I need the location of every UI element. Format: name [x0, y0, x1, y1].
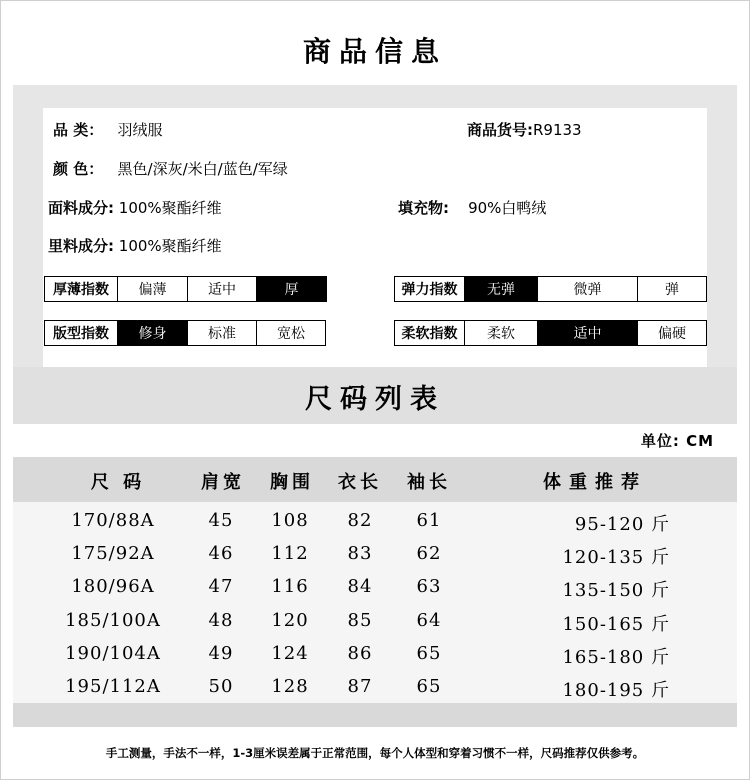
unit-label: 单位: CM: [640, 432, 714, 450]
softness-option-selected: 适中: [538, 321, 638, 345]
cell-length: 84: [347, 576, 373, 598]
header-sleeve: 袖长: [407, 472, 451, 493]
cell-weight: 165-180 斤: [562, 646, 670, 668]
cell-sleeve: 62: [416, 543, 442, 565]
fit-index: [44, 320, 326, 346]
cell-shoulder: 47: [208, 576, 234, 598]
sku-value: R9133: [533, 121, 582, 139]
thickness-option-selected: 厚: [257, 277, 326, 301]
softness-index: [394, 320, 707, 346]
cell-chest: 120: [271, 609, 309, 631]
cell-shoulder: 48: [208, 609, 234, 631]
cell-shoulder: 50: [208, 676, 234, 697]
header-size: 尺 码: [90, 472, 146, 493]
elasticity-option-selected: 无弹: [465, 277, 538, 301]
measurement-note: 手工测量，手法不一样，1-3厘米误差属于正常范围，每个人体型和穿着习惯不一样，尺码推荐仅供参考。: [105, 746, 645, 760]
cell-sleeve: 61: [416, 510, 442, 531]
softness-option: 柔软: [465, 321, 538, 345]
cell-size: 180/96A: [71, 576, 155, 598]
cell-size: 195/112A: [65, 676, 161, 697]
cell-length: 86: [347, 642, 373, 664]
header-shoulder: 肩宽: [201, 472, 245, 493]
cell-sleeve: 65: [416, 676, 442, 697]
cell-chest: 124: [271, 642, 309, 664]
cell-length: 87: [347, 676, 373, 697]
filling-row: [398, 197, 546, 218]
sku-label: 商品货号:: [467, 121, 533, 139]
sku-row: [467, 119, 582, 140]
cell-chest: 116: [271, 576, 309, 598]
cell-length: 82: [347, 510, 373, 531]
header-chest: 胸围: [270, 472, 314, 493]
cell-chest: 112: [271, 543, 309, 565]
cell-chest: 128: [271, 676, 309, 697]
cell-sleeve: 63: [416, 576, 442, 598]
cell-weight: 120-135 斤: [562, 547, 670, 569]
elasticity-option: 微弹: [538, 277, 638, 301]
elasticity-index: [394, 276, 707, 302]
cell-shoulder: 49: [208, 642, 234, 664]
lining-label: 里料成分:: [48, 237, 114, 255]
filling-value: 90%白鸭绒: [468, 199, 547, 217]
cell-size: 170/88A: [71, 510, 155, 531]
thickness-index-label: 厚薄指数: [45, 277, 118, 301]
softness-option: 偏硬: [658, 326, 686, 342]
elasticity-index-label: 弹力指数: [395, 277, 465, 301]
fit-option: 宽松: [277, 326, 305, 342]
category-value: 羽绒服: [117, 121, 163, 139]
fit-option: 标准: [188, 321, 257, 345]
cell-shoulder: 46: [208, 543, 234, 565]
thickness-option: 适中: [188, 277, 257, 301]
size-chart-title: 尺码列表: [305, 384, 445, 415]
color-row: [53, 158, 288, 179]
cell-size: 190/104A: [65, 642, 161, 664]
cell-length: 85: [347, 609, 373, 631]
cell-weight: 135-150 斤: [562, 580, 670, 602]
header-length: 衣长: [338, 472, 382, 493]
category-label: 品 类：: [53, 121, 104, 139]
color-label: 颜 色：: [53, 160, 104, 178]
elasticity-option: 弹: [665, 282, 679, 298]
cell-weight: 150-165 斤: [562, 613, 670, 635]
fabric-row: [48, 197, 222, 218]
thickness-index: [44, 276, 327, 302]
softness-index-label: 柔软指数: [395, 321, 465, 345]
cell-size: 175/92A: [71, 543, 155, 565]
cell-length: 83: [347, 543, 373, 565]
cell-sleeve: 65: [416, 642, 442, 664]
cell-shoulder: 45: [208, 510, 234, 531]
lining-row: [48, 235, 222, 256]
cell-sleeve: 64: [416, 609, 442, 631]
thickness-option: 偏薄: [118, 277, 188, 301]
cell-weight: 180-195 斤: [562, 680, 670, 701]
fit-option-selected: 修身: [118, 321, 188, 345]
fabric-value: 100%聚酯纤维: [118, 199, 222, 217]
fit-index-label: 版型指数: [45, 321, 118, 345]
cell-size: 185/100A: [65, 609, 161, 631]
cell-chest: 108: [271, 510, 309, 531]
size-table-footer-bar: [13, 703, 737, 727]
lining-value: 100%聚酯纤维: [118, 237, 222, 255]
color-value: 黑色/深灰/米白/蓝色/军绿: [117, 160, 288, 178]
category-row: [53, 119, 163, 140]
header-weight: 体重推荐: [543, 472, 647, 493]
fabric-label: 面料成分:: [48, 199, 114, 217]
filling-label: 填充物:: [398, 199, 449, 217]
product-info-title: 商品信息: [302, 35, 447, 68]
cell-weight: 95-120 斤: [574, 514, 670, 535]
